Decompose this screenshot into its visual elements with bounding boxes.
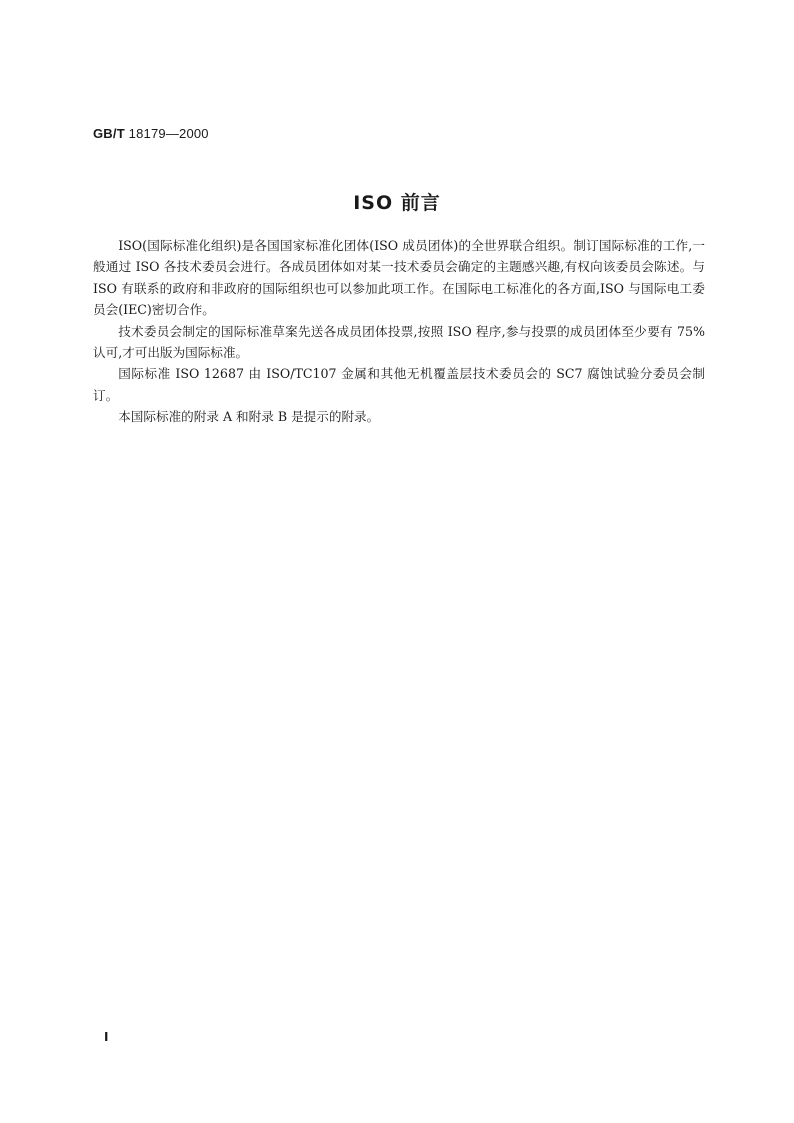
standard-number: 18179—2000 — [128, 126, 209, 141]
paragraph-4: 本国际标准的附录 A 和附录 B 是提示的附录。 — [118, 409, 380, 425]
standard-code — [93, 126, 209, 141]
paragraph-1: ISO(国际标准化组织)是各国国家标准化团体(ISO 成员团体)的全世界联合组织。制订国际标准的工作,一般通过 ISO 各技术委员会进行。各成员团体如对某一技术委员会确定的主题感兴趣,有权向该委员会陈述。与 ISO 有联系的政府和非政府的国际组织也可以参加此项工作。在国际电工标准化的各方面,ISO 与国际电工委员会(IEC)密切合作。 — [93, 238, 705, 318]
paragraph-3: 国际标准 ISO 12687 由 ISO/TC107 金属和其他无机覆盖层技术委员会的 SC7 腐蚀试验分委员会制订。 — [93, 366, 705, 403]
page-number: I — [104, 1030, 109, 1044]
foreword-body — [93, 235, 705, 428]
standard-prefix: GB/T — [93, 126, 125, 141]
paragraph-2: 技术委员会制定的国际标准草案先送各成员团体投票,按照 ISO 程序,参与投票的成员团体至少要有 75%认可,才可出版为国际标准。 — [93, 323, 705, 361]
page-title: ISO 前言 — [353, 192, 441, 214]
